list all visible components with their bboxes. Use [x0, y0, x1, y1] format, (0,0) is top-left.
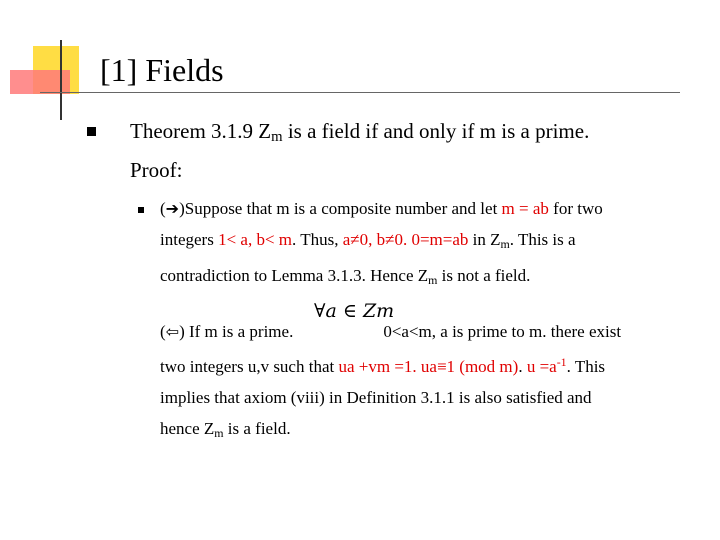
proof-backward-line-3: implies that axiom (viii) in Definition 3.1.1 is also satisfied and [160, 388, 592, 407]
proof-forward-line-2: integers 1< a, b< m. Thus, a≠0, b≠0. 0=m=ab in $Z_m$. This is a [160, 230, 576, 251]
proof-backward-line-2: two integers u,v such that ua +vm =1. ua≡1 (mod m). $u =a^{-1}$. This [160, 355, 606, 376]
proof-forward-line-3: contradiction to Lemma 3.1.3. Hence $Z_m$ is not a field. [160, 266, 531, 287]
right-arrow-icon: ➔ [165, 199, 180, 218]
slide-title: [1] Fields [100, 52, 224, 88]
decor-vertical-rule [60, 40, 62, 120]
theorem-statement: Theorem 3.1.9 $Z_m$ is a field if and only if m is a prime. [130, 119, 590, 145]
sub-bullet-square-icon [138, 207, 144, 213]
proof-label: Proof: [130, 158, 183, 182]
proof-backward-line-1: (⇦) If m is a prime. 0<a<m, a is prime to m. there exist [160, 322, 622, 341]
proof-backward-line-4: hence $Z_m$ is a field. [160, 419, 291, 440]
forall-formula: ∀a ∈ Zm [314, 300, 395, 322]
proof-forward-line-1: (➔)Suppose that m is a composite number and let m = ab for two [160, 199, 603, 218]
proof-part-forward [160, 193, 603, 296]
bullet-square-icon [87, 127, 96, 136]
decor-horizontal-rule [40, 92, 680, 93]
left-arrow-icon: ⇦ [165, 322, 180, 341]
proof-part-backward [160, 316, 621, 449]
